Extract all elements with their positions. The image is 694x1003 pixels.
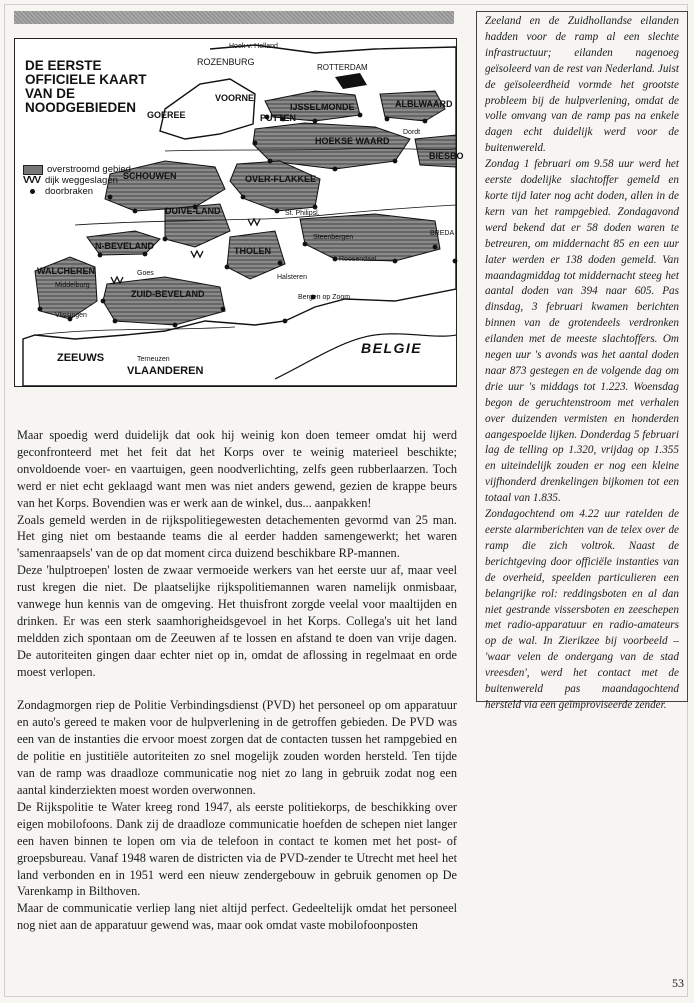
dike-washed-away-symbol: VVV xyxy=(23,175,41,186)
body-paragraph: Maar spoedig werd duidelijk dat ook hij weinig kon doen temeer omdat hij werd geconfronteerd met het feit dat het Korps over te weinig materieel beschikte; onvoldoende voer- en vaartuigen, geen noodverlichting, zelfs geen rubberlaarzen. Toch werd er niet echt geklaagd want men was niet anders gewend, gezien de krappe beurs van het Korps. Bovendien was er werk aan de winkel, dus... aanpakken! xyxy=(17,428,457,510)
label-st-philipsland: St. Philipsl. xyxy=(285,210,320,217)
map-legend xyxy=(23,164,131,197)
label-biesbosch: BIESBO xyxy=(429,151,464,161)
label-rotterdam: ROTTERDAM xyxy=(317,63,368,72)
label-alblwaard: ALBLWAARD xyxy=(395,99,453,109)
label-roosendaal: Roosendaal xyxy=(339,256,377,263)
label-vlaanderen: VLAANDEREN xyxy=(127,365,204,377)
header-bar xyxy=(14,11,454,24)
sidebar-paragraph: Zeeland en de Zuidhollandse eilanden hadden voor de ramp al een slechte infrastructuur; eilanden nagenoeg geïsoleerd van de rest van Nederland. Juist de geïsoleerdheid vormde het grootste probleem bij de hulpverlening, omdat de volle omvang van de ramp pas na enkele dagen echt duidelijk werd voor de buitenwereld. xyxy=(485,15,679,155)
label-overflakkee: OVER-FLAKKEE xyxy=(245,174,317,184)
body-paragraph: Maar de communicatie verliep lang niet altijd perfect. Gedeeltelijk omdat het personeel nog niet aan de apparatuur gewend was, maar ook omdat vaste mobilofoonposten xyxy=(17,901,457,933)
breach-dot xyxy=(23,186,41,197)
voorne-goeree-outline xyxy=(160,79,255,139)
label-voorne: VOORNE xyxy=(215,93,255,103)
sidebar-paragraph: Zondagochtend om 4.22 uur ratelden de eerste alarmberichten van de telex over de ramp die zich voltrok. Naast de berichtgeving door officiële instanties van de overheid, speelden particulieren een belangrijke rol: reddingsboten en al dan niet gestrande vissersboten en zeeschepen met radio-apparatuur en radio-amateurs op de wal. In Zierikzee bij voorbeeld – 'waar velen de ondergang van de stad vreesden', werd het contact met de buitenwereld pas maandagochtend hersteld via een geïmproviseerde zender. xyxy=(485,508,679,711)
label-n-beveland: N-BEVELAND xyxy=(95,241,155,251)
label-goes: Goes xyxy=(137,270,154,277)
label-zeeuws: ZEEUWS xyxy=(57,352,105,364)
label-putten: PUTTEN xyxy=(260,113,296,123)
legend-item-breach: doorbraken xyxy=(23,186,131,197)
label-halsteren: Halsteren xyxy=(277,274,307,281)
label-goeree: GOEREE xyxy=(147,110,186,120)
label-terneuzen: Terneuzen xyxy=(137,356,170,363)
label-rozenburg: ROZENBURG xyxy=(197,57,255,67)
label-schouwen: SCHOUWEN xyxy=(123,171,177,181)
label-vlissingen: Vlissingen xyxy=(55,312,87,319)
label-steenbergen: Steenbergen xyxy=(313,234,354,241)
label-dordt: Dordt xyxy=(403,129,421,136)
label-hoek-v-holland: Hoek v. Holland xyxy=(229,43,278,50)
body-paragraph: Deze 'hulptroepen' losten de zwaar vermoeide werkers van het eerste uur af, maar veel rust kregen die niet. De plaatselijke rijkspolitiemannen waren namelijk onmisbaar, vanwege hun kennis van de omgeving. Het thuisfront zorgde veelal voor maaltijden en drinken. Er was een sterk saamhorigheidsgevoel in het Korps. Collega's uit het land meldden zich spontaan om de Zeeuwen af te lossen en afstand te doen van vrije dagen. De autoriteiten gingen daar echter niet op in, omdat de aflossing in regelmaat en orde moest verlopen. xyxy=(17,563,457,679)
sidebar-paragraph: Zondag 1 februari om 9.58 uur werd het eerste dodelijke slachtoffer gemeld en korte tijd later nog acht doden, allen in de kern van het rampgebied. Zondagavond werd bekend dat er 58 doden waren te betreuren, om middernacht 85 en een uur later werden er 138 doden gemeld. Van maandagmiddag tot middernacht steeg het aantal doden van 394 naar 605. Pas dinsdag, 3 februari kwamen berichten binnen van de grotendeels verdronken eilanden met de meeste slachtoffers. Om negen uur 's avonds was het aantal doden naar 873 gestegen en de volgende dag om drie uur 's middags tot 1.223. Woensdag begon de geruchtenstroom met verhalen over duizenden vermisten en honderden aangespoelde lijken. Donderdag 5 februari lag de telling op 1.320, vrijdag op 1.355 en uiteindelijk zouden er nog een kleine vijfhonderd drenkelingen bijkomen tot een totaal van 1.835. xyxy=(485,158,679,505)
label-middelburg: Middelburg xyxy=(55,282,90,289)
flooded-area-swatch xyxy=(23,165,43,175)
flood-map xyxy=(14,38,464,387)
label-walcheren: WALCHEREN xyxy=(37,266,95,276)
label-bergen-op-zoom: Bergen op Zoom xyxy=(298,294,351,301)
sidebar-box xyxy=(476,11,688,711)
label-ijsselmonde: IJSSELMONDE xyxy=(290,102,355,112)
legend-item-dike: VVV dijk weggeslagen xyxy=(23,175,118,186)
label-breda: BREDA xyxy=(430,230,455,237)
label-duiveland: DUIVE-LAND xyxy=(165,206,221,216)
body-paragraph: De Rijkspolitie te Water kreeg rond 1947, als eerste politiekorps, de beschikking over eigen mobilofoons. Dank zij de draadloze communicatie hoefden de schepen niet langer een haven binnen te lopen om via de telefoon in contact te komen met het post- of groepsbureau. Vanaf 1948 waren de districten via de PVD-zender te Utrecht met heel het land verbonden en in 1951 werd een nieuw zendergebouw in gebruik genomen op De Varenkamp in Bilthoven. xyxy=(17,799,457,899)
label-tholen: THOLEN xyxy=(234,246,271,256)
label-belgie: BELGIE xyxy=(361,340,423,356)
page-number: 53 xyxy=(672,976,684,990)
flooded-zuid-beveland xyxy=(103,277,225,325)
label-hoekse-waard: HOEKSE WAARD xyxy=(315,136,390,146)
body-paragraph: Zondagmorgen riep de Politie Verbindingsdienst (PVD) het personeel op om apparatuur en auto's gereed te maken voor de hulpverlening in de getroffen gebieden. De PVD was een van de instanties die ervoor moest zorgen dat de contacten tussen het rampgebied en de politie en justitiële autoriteiten zo snel mogelijk zouden worden hersteld. Ten tijde van de ramp was draadloze communicatie nog niet zo lang in gebruik zodat nog een aantal kinderziekten moest worden overwonnen. xyxy=(17,698,457,798)
legend-item-flooded: overstroomd gebied xyxy=(23,164,131,175)
body-text xyxy=(17,427,457,934)
map-title: DE EERSTE OFFICIELE KAART VAN DE NOODGEBIEDEN xyxy=(25,58,147,115)
label-zuid-beveland: ZUID-BEVELAND xyxy=(131,289,205,299)
body-paragraph: Zoals gemeld werden in de rijkspolitiegewesten detachementen gevormd van 25 man. Het ging niet om bestaande teams die al eerder hadden samengewerkt; het waren 'samenraapsels' van de op dat moment circa duizend beschikbare RP-mannen. xyxy=(17,512,457,561)
